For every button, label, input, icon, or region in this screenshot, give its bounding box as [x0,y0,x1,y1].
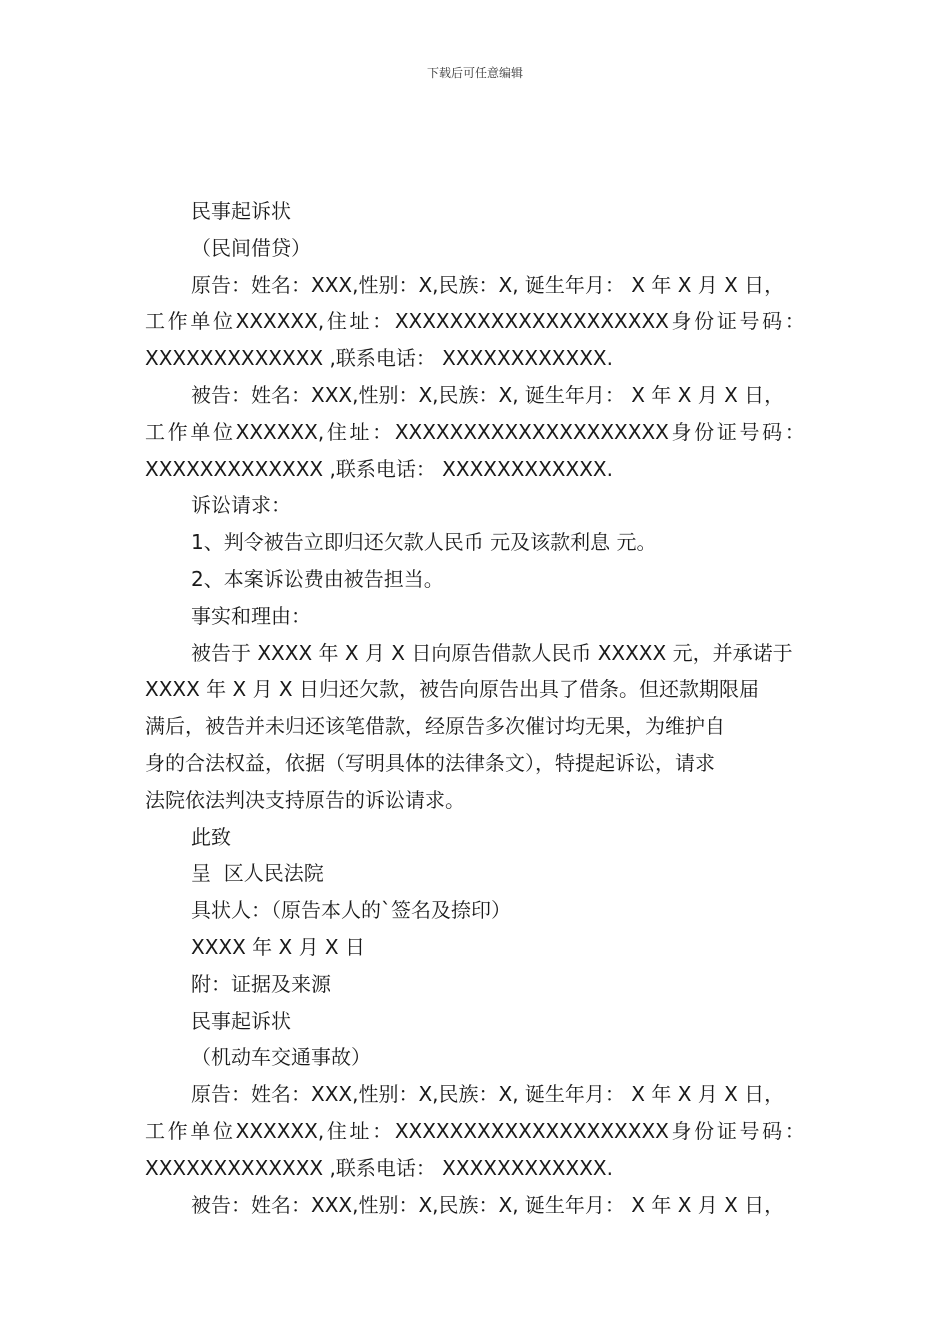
closing: 此致 [191,824,231,849]
claim-1: 1、判令被告立即归还欠款人民币 元及该款利息 元。 [191,530,657,555]
plaintiff-2-line-2: 工 作 单 位 XXXXXX, 住 址 ： XXXXXXXXXXXXXXXXXXXX 身 份 证 号 码 ： [145,1118,805,1143]
facts-line-5: 法院依法判决支持原告的诉讼请求。 [145,787,465,812]
facts-line-2: XXXX 年 X 月 X 日归还欠款，被告向原告出具了借条。但还款期限届 [145,677,759,702]
defendant-line-3: XXXXXXXXXXXXX ,联系电话： XXXXXXXXXXXX. [145,456,613,481]
doc-subtitle: （民间借贷） [191,235,311,260]
court-line: 呈 区人民法院 [191,861,324,886]
document-body [145,193,805,1223]
facts-line-1: 被告于 XXXX 年 X 月 X 日向原告借款人民币 XXXXX 元，并承诺于 [191,640,793,665]
plaintiff-line-2: 工 作 单 位 XXXXXX, 住 址 ： XXXXXXXXXXXXXXXXXXXX 身 份 证 号 码 ： [145,309,805,334]
defendant-line-1: 被告：姓名：XXX,性别：X,民族：X, 诞生年月： X 年 X 月 X 日， [191,382,785,407]
plaintiff-line-3: XXXXXXXXXXXXX ,联系电话： XXXXXXXXXXXX. [145,346,613,371]
page-header: 下载后可任意编辑 [426,66,523,80]
signer-line: 具状人：（原告本人的`签名及捺印） [191,898,511,923]
facts-line-3: 满后，被告并未归还该笔借款，经原告多次催讨均无果，为维护自 [145,714,725,739]
attachment-line: 附：证据及来源 [191,971,331,996]
claims-heading: 诉讼请求： [191,493,291,518]
facts-heading: 事实和理由： [191,603,311,628]
doc-title: 民事起诉状 [191,199,291,223]
doc-subtitle-2: （机动车交通事故） [191,1045,371,1070]
facts-line-4: 身的合法权益，依据（写明具体的法律条文），特提起诉讼，请求 [145,750,715,775]
defendant-line-2: 工 作 单 位 XXXXXX, 住 址 ： XXXXXXXXXXXXXXXXXXXX 身 份 证 号 码 ： [145,419,805,444]
plaintiff-2-line-1: 原告：姓名：XXX,性别：X,民族：X, 诞生年月： X 年 X 月 X 日， [191,1082,785,1107]
plaintiff-2-line-3: XXXXXXXXXXXXX ,联系电话： XXXXXXXXXXXX. [145,1155,613,1180]
plaintiff-line-1: 原告：姓名：XXX,性别：X,民族：X, 诞生年月： X 年 X 月 X 日， [191,272,785,297]
claim-2: 2、本案诉讼费由被告担当。 [191,566,444,591]
defendant-2-line-1: 被告：姓名：XXX,性别：X,民族：X, 诞生年月： X 年 X 月 X 日， [191,1192,785,1217]
doc-title-2: 民事起诉状 [191,1008,291,1033]
date-line: XXXX 年 X 月 X 日 [191,934,365,959]
